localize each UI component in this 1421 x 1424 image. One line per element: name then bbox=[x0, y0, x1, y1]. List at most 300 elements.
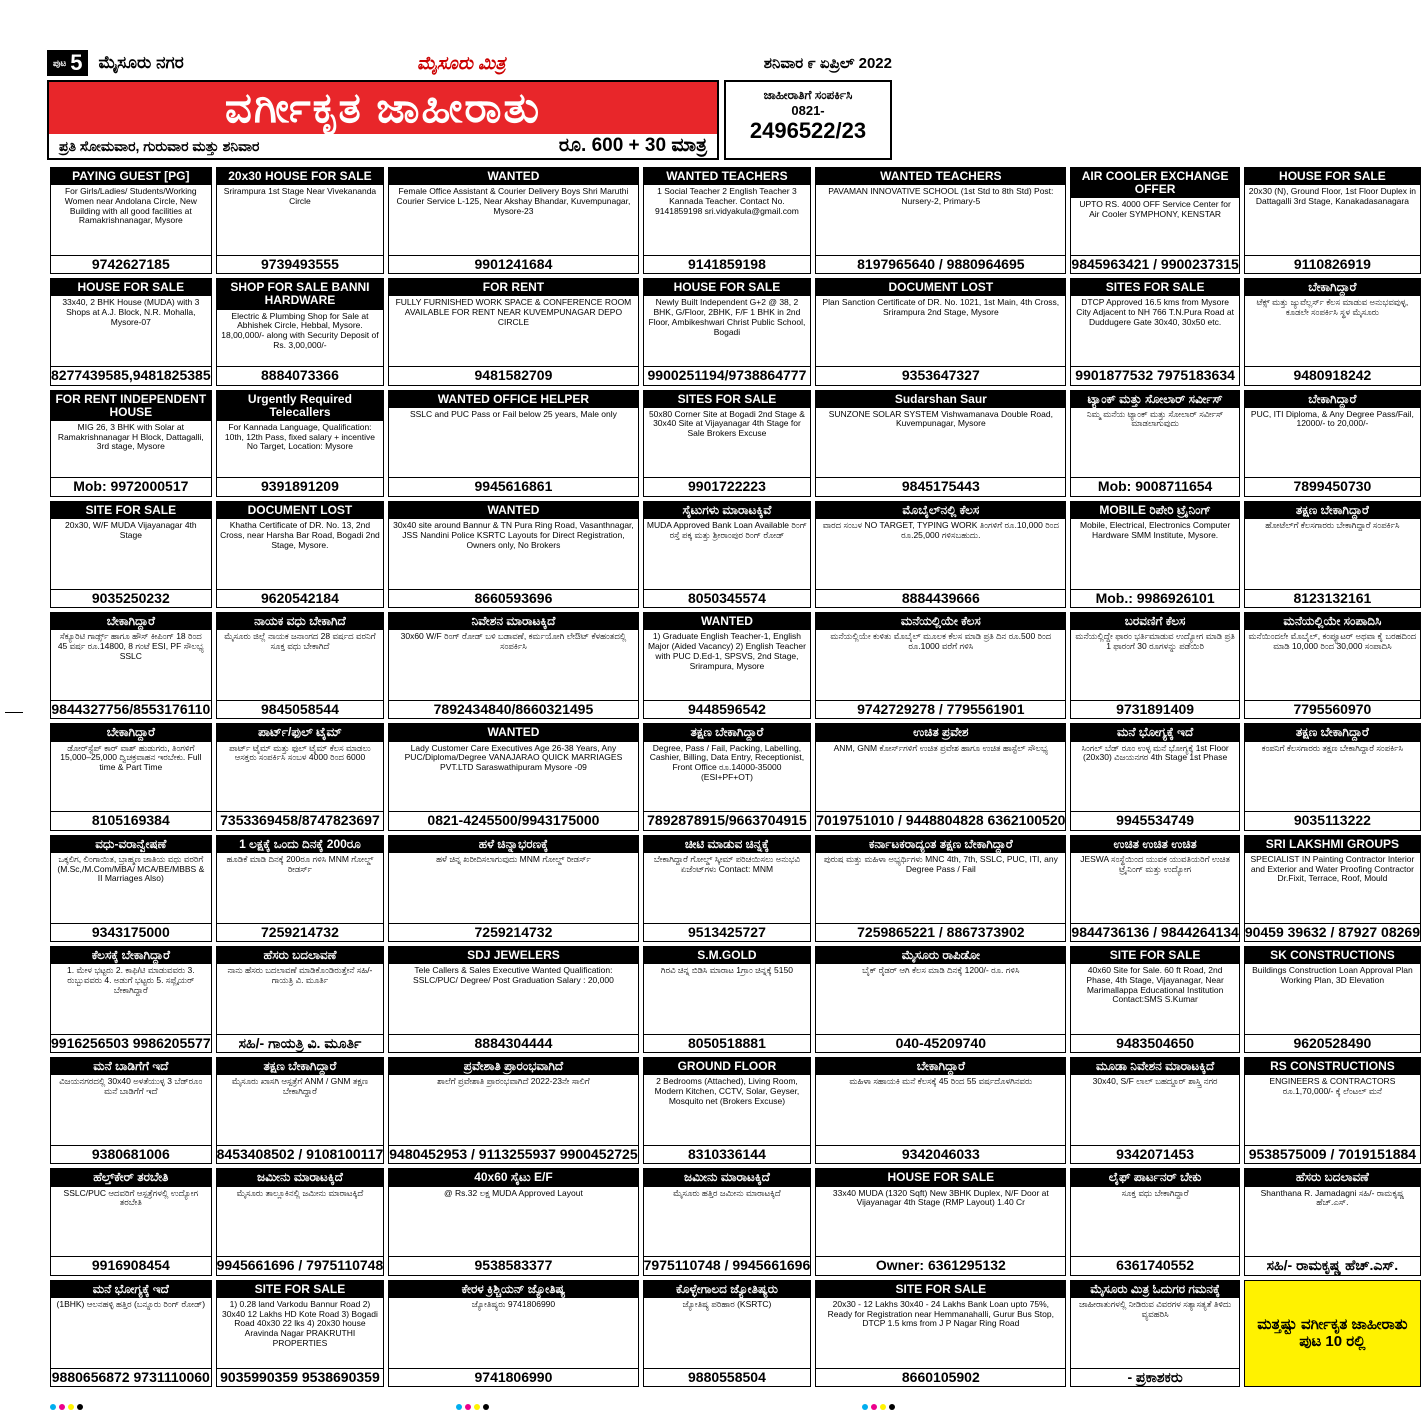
classified-ad bbox=[50, 501, 212, 608]
ad-phone: 9845963421 / 9900237315 bbox=[1071, 255, 1239, 272]
ad-body: ಹೋಟೆಲ್‌ಗೆ ಕೆಲಸಗಾರರು ಬೇಕಾಗಿದ್ದಾರೆ ಸಂಪರ್ಕಿಸಿ bbox=[1265, 520, 1400, 530]
classified-ad bbox=[643, 278, 812, 385]
ad-phone: 8310336144 bbox=[644, 1145, 811, 1163]
ad-heading: HOUSE FOR SALE bbox=[644, 279, 811, 296]
classified-ad bbox=[1070, 278, 1239, 385]
classified-ad bbox=[50, 167, 212, 274]
ad-heading: WANTED bbox=[389, 502, 637, 519]
ad-phone: 9901722223 bbox=[644, 477, 811, 495]
classified-ad bbox=[388, 1057, 638, 1164]
ad-phone: 9742627185 bbox=[51, 255, 211, 273]
classified-ad bbox=[50, 612, 212, 719]
ad-heading: 1 ಲಕ್ಷಕ್ಕೆ ಒಂದು ದಿನಕ್ಕೆ 200ರೂ bbox=[217, 836, 384, 853]
ad-heading: SITE FOR SALE bbox=[217, 1281, 384, 1298]
ad-body: 40x60 Site for Sale. 60 ft Road, 2nd Phase, 4th Stage, Vijayanagar, Near Marimallappa Educational Institution Contact:SMS S.Kumar bbox=[1086, 965, 1224, 1005]
classified-ad bbox=[50, 1168, 212, 1275]
ad-phone: ಸಹಿ/- ರಾಮಕೃಷ್ಣ ಹೆಚ್.ಎಸ್. bbox=[1245, 1256, 1420, 1274]
ad-heading: ಸೈಟುಗಳು ಮಾರಾಟಕ್ಕಿವೆ bbox=[644, 502, 811, 519]
classified-ad bbox=[216, 501, 385, 608]
ad-body: 2 Bedrooms (Attached), Living Room, Modern Kitchen, CCTV, Solar, Geyser, Mosquito net (Brokers Excuse) bbox=[654, 1076, 800, 1106]
ad-heading: ಉಚಿತ ಉಚಿತ ಉಚಿತ bbox=[1071, 836, 1238, 853]
ad-body: ನಾನು ಹೆಸರು ಬದಲಾವಣೆ ಮಾಡಿಕೊಂಡಿರುತ್ತೇನೆ ಸಹಿ/- ಗಾಯತ್ರಿ ವಿ. ಮೂರ್ತಿ bbox=[227, 965, 373, 985]
classified-ad bbox=[643, 501, 812, 608]
ad-heading: SITE FOR SALE bbox=[1071, 947, 1238, 964]
ad-phone: 8105169384 bbox=[51, 811, 211, 829]
ad-phone: 7899450730 bbox=[1245, 477, 1420, 495]
ad-phone: 9480452953 / 9113255937 9900452725 bbox=[389, 1146, 638, 1163]
classified-ad bbox=[643, 946, 812, 1053]
publication-days: ಪ್ರತಿ ಸೋಮವಾರ, ಗುರುವಾರ ಮತ್ತು ಶನಿವಾರ bbox=[59, 137, 260, 154]
contact-number: 2496522/23 bbox=[749, 118, 867, 143]
ad-heading: SHOP FOR SALE BANNI HARDWARE bbox=[217, 279, 384, 309]
ad-phone: 9845175443 bbox=[816, 477, 1065, 495]
ad-phone: 9731891409 bbox=[1071, 700, 1238, 718]
ad-phone: 9880558504 bbox=[644, 1368, 811, 1386]
classified-ad bbox=[50, 1057, 212, 1164]
ad-phone: 9741806990 bbox=[389, 1368, 637, 1386]
classified-ad bbox=[815, 1057, 1066, 1164]
classified-ad bbox=[388, 612, 638, 719]
ad-heading: SK CONSTRUCTIONS bbox=[1245, 947, 1420, 964]
classified-ad bbox=[388, 1280, 638, 1387]
classified-ad bbox=[50, 390, 212, 497]
ad-phone: 7975110748 / 9945661696 bbox=[643, 1257, 811, 1274]
ad-body: (1BHK) ಆಲನಹಳ್ಳಿ ಹತ್ತಿರ (ಬನ್ನೂರು ರಿಂಗ್ ರೋಡ್) bbox=[56, 1298, 206, 1309]
ad-heading: ಉಚಿತ ಪ್ರವೇಶ bbox=[816, 724, 1065, 741]
ad-phone: 9945661696 / 7975110748 bbox=[216, 1257, 384, 1274]
ad-body: ENGINEERS & CONTRACTORS ರೂ.1,70,000/- ಕ್ಕೆ ಲೆಂಟಲ್ ಮನೆ bbox=[1269, 1076, 1396, 1097]
ad-heading: WANTED bbox=[389, 168, 637, 185]
ad-body: Lady Customer Care Executives Age 26-38 Years, Any PUC/Diploma/Degree VANAJARAO QUICK MARRIAGES PVT.LTD Saraswathipuram Mysore -09 bbox=[404, 742, 623, 773]
ad-body: 1 Social Teacher 2 English Teacher 3 Kannada Teacher. Contact No. 9141859198 sri.vidyakula@gmail.com bbox=[655, 186, 799, 216]
ad-phone: 7259214732 bbox=[389, 923, 637, 941]
classified-ad bbox=[1070, 1168, 1239, 1275]
classified-ad bbox=[50, 278, 212, 385]
ad-heading: ತಕ್ಷಣ ಬೇಕಾಗಿದ್ದಾರೆ bbox=[1245, 502, 1420, 519]
ad-heading: WANTED bbox=[644, 613, 811, 630]
ad-body: Tele Callers & Sales Executive Wanted Qualification: SSLC/PUC/ Degree/ Post Graduation Salary : 20,000 bbox=[413, 965, 614, 985]
ad-body: ಜ್ಯೋತಿಷ್ಯರು 9741806990 bbox=[471, 1298, 556, 1309]
ad-heading: WANTED bbox=[389, 724, 637, 741]
ad-heading: ತಕ್ಷಣ ಬೇಕಾಗಿದ್ದಾರೆ bbox=[1245, 724, 1420, 741]
ad-phone: 8050518881 bbox=[644, 1034, 811, 1052]
ad-phone: 7353369458/8747823697 bbox=[217, 811, 384, 829]
classified-ad bbox=[216, 278, 385, 385]
ad-phone: 90459 39632 / 87927 08269 bbox=[1244, 923, 1420, 940]
ad-body: ಟೆಕ್ಸ್ ಮತ್ತು ಜ್ಯುವೆಲ್ಲರ್ಸ್ ಕೆಲಸ ಮಾಡುವ ಅನುಭವವುಳ್ಳ, ಕೂಡಲೇ ಸಂಪರ್ಕಿಸಿ ಸ್ಥಳ ಮೈಸೂರು bbox=[1256, 297, 1409, 318]
banner-title-bar bbox=[49, 82, 717, 134]
classified-ad bbox=[815, 723, 1066, 830]
ad-heading: ಪ್ರವೇಶಾತಿ ಪ್ರಾರಂಭವಾಗಿದೆ bbox=[389, 1058, 637, 1075]
ad-phone: 9901877532 7975183634 bbox=[1071, 366, 1238, 384]
ad-phone: 9844736136 / 9844264134 bbox=[1071, 923, 1239, 940]
ad-heading: ಬೇಕಾಗಿದ್ದಾರೆ bbox=[816, 1058, 1065, 1075]
ad-heading: ಕೆಲಸಕ್ಕೆ ಬೇಕಾಗಿದ್ದಾರೆ bbox=[51, 947, 211, 964]
newspaper-brand: ಮೈಸೂರು ಮಿತ್ರ bbox=[417, 52, 506, 73]
ad-phone: - ಪ್ರಕಾಶಕರು bbox=[1071, 1368, 1238, 1386]
ad-body: SSLC and PUC Pass or Fail below 25 years, Male only bbox=[409, 408, 617, 419]
ad-heading: SRI LAKSHMI GROUPS bbox=[1245, 836, 1420, 853]
ad-phone: Owner: 6361295132 bbox=[816, 1256, 1065, 1274]
ad-heading: FOR RENT bbox=[389, 279, 637, 296]
ad-body: ಜಾಹೀರಾತುಗಳಲ್ಲಿ ನೀಡಿರುವ ವಿವರಗಳ ಸತ್ಯಾಸತ್ಯತೆ ತಿಳಿದು ವ್ಯವಹರಿಸಿ bbox=[1079, 1298, 1232, 1319]
classified-ad bbox=[1070, 1057, 1239, 1164]
classified-ad bbox=[388, 278, 638, 385]
classified-ad bbox=[216, 946, 385, 1053]
ad-body: ಮತ್ತಷ್ಟು ವರ್ಗೀಕೃತ ಜಾಹೀರಾತು ಪುಟ 10 ರಲ್ಲಿ bbox=[1257, 1316, 1408, 1351]
ad-body: 1. ಮೇಳ ಭಟ್ಟರು 2. ಕಾಫಿ/ಟಿ ಮಾಡುವವರು 3. ರುಬ್ಬುವವರು 4. ಅಡುಗೆ ಭಟ್ಟರು 5. ಸಪ್ಲೈಯರ್ ಬೇಕಾಗಿದ್ದಾರೆ bbox=[67, 965, 195, 995]
ad-heading: ಲೈಫ್ ಪಾರ್ಟನರ್ ಬೇಕು bbox=[1071, 1169, 1238, 1186]
ad-heading: ಬೇಕಾಗಿದ್ದಾರೆ bbox=[51, 724, 211, 741]
ad-body: 1) 0.28 land Varkodu Bannur Road 2) 30x40 12 Lakhs HD Kote Road 3) Bogadi Road 40x30 22 lks 4) 20x30 house Aravinda Nagar PRAKRUTHI PROPERTIES bbox=[221, 1298, 378, 1348]
ad-phone: 8197965640 / 9880964695 bbox=[816, 255, 1065, 273]
ad-heading: DOCUMENT LOST bbox=[217, 502, 384, 519]
ad-phone: 9620528490 bbox=[1245, 1034, 1420, 1052]
banner-title: ವರ್ಗೀಕೃತ ಜಾಹೀರಾತು bbox=[224, 83, 542, 131]
classified-ad bbox=[216, 1168, 385, 1275]
contact-code: 0821- bbox=[791, 103, 825, 118]
ad-body: ಪಾರ್ಟ್ ಟೈಮ್ ಮತ್ತು ಫುಲ್ ಟೈಮ್ ಕೆಲಸ ಮಾಡಲು ಆಸಕ್ತರು ಸಂಪರ್ಕಿಸಿ ಸಂಬಳ 4000 ರಿಂದ 6000 bbox=[229, 742, 371, 763]
ad-heading: ಮೊಬೈಲ್‌ನಲ್ಲಿ ಕೆಲಸ bbox=[816, 502, 1065, 519]
ad-heading: HOUSE FOR SALE bbox=[1245, 168, 1420, 185]
classified-ad bbox=[1070, 946, 1239, 1053]
ad-heading: ಮನೆಯಲ್ಲಿಯೇ ಸಂಪಾದಿಸಿ bbox=[1245, 613, 1420, 630]
classified-ad bbox=[216, 723, 385, 830]
classified-ad bbox=[1244, 278, 1421, 385]
classified-ad bbox=[388, 835, 638, 942]
classified-ad bbox=[216, 612, 385, 719]
ad-body: ಶಾಲೆಗೆ ಪ್ರವೇಶಾತಿ ಪ್ರಾರಂಭವಾಗಿದೆ 2022-23ನೇ ಸಾಲಿಗೆ bbox=[437, 1076, 590, 1087]
ad-body: 1) Graduate English Teacher-1, English Major (Aided Vacancy) 2) English Teacher with PUC D.Ed-1, SPSVS, 2nd Stage, Srirampura, Mysore bbox=[647, 631, 806, 671]
ad-body: ಬೇಕಾಗಿದ್ದಾರೆ ಗೋಲ್ಡ್ ಸ್ಕೀಮ್ ಪರಿಚಯಿಸಲು ಅನುಭವಿ ಏಜೆಂಟ್‌ಗಳು Contact: MNM bbox=[653, 853, 801, 874]
ad-heading: ಹೆಸರು ಬದಲಾವಣೆ bbox=[1245, 1169, 1420, 1186]
ad-heading: SITES FOR SALE bbox=[1071, 279, 1238, 296]
ad-phone: 9513425727 bbox=[644, 923, 811, 941]
ad-body: ಮೈಸೂರು ಖಾಸಗಿ ಆಸ್ಪತ್ರೆಗೆ ANM / GNM ತಕ್ಷಣ ಬೇಕಾಗಿದ್ದಾರೆ bbox=[231, 1076, 368, 1097]
ad-phone: 9620542184 bbox=[217, 589, 384, 607]
page-label: ಪುಟ bbox=[53, 58, 67, 68]
classified-ad bbox=[815, 946, 1066, 1053]
ad-phone: 9342046033 bbox=[816, 1145, 1065, 1163]
ad-phone: Mob: 9008711654 bbox=[1071, 477, 1238, 495]
ad-phone: ಸಹಿ/- ಗಾಯತ್ರಿ ವಿ. ಮೂರ್ತಿ bbox=[217, 1034, 384, 1052]
page-header bbox=[47, 48, 892, 78]
ad-phone: 9342071453 bbox=[1071, 1145, 1238, 1163]
ad-heading: ಮೈಸೂರು ರಾಪಿಡೋ bbox=[816, 947, 1065, 964]
ad-heading: ಟ್ಯಾಂಕ್ ಮತ್ತು ಸೋಲಾರ್ ಸರ್ವೀಸ್ bbox=[1071, 391, 1238, 408]
classified-ad bbox=[1070, 835, 1239, 942]
ad-heading: HOUSE FOR SALE bbox=[51, 279, 211, 296]
classified-ad bbox=[815, 390, 1066, 497]
ad-phone: 8453408502 / 9108100117 bbox=[216, 1146, 384, 1163]
classified-ad bbox=[1244, 723, 1421, 830]
ad-heading: MOBILE ರಿಪೇರಿ ಟ್ರೈನಿಂಗ್ bbox=[1071, 502, 1238, 519]
classified-ad bbox=[643, 390, 812, 497]
ad-body: 30x40 site around Bannur & TN Pura Ring Road, Vasanthnagar, JSS Nandini Police KSRTC Layouts for Direct Registration, Owners only, No Brokers bbox=[393, 520, 634, 550]
ad-body: Khatha Certificate of DR. No. 13, 2nd Cross, near Harsha Bar Road, Bogadi 2nd Stage, Mysore. bbox=[220, 520, 380, 550]
classified-ad bbox=[643, 1057, 812, 1164]
classified-ad bbox=[643, 167, 812, 274]
ad-phone: 9035113222 bbox=[1245, 811, 1420, 829]
classified-ad bbox=[1244, 946, 1421, 1053]
ad-phone: 9845058544 bbox=[217, 700, 384, 718]
ad-body: ಮನೆಯಲ್ಲಿದ್ದೇ ಫಾರಂ ಭರ್ತಿಮಾಡುವ ಉದ್ಯೋಗ ಮಾಡಿ ಪ್ರತಿ 1 ಫಾರಂಗೆ 30 ರೂಗಳನ್ನು ಪಡೆಯಿರಿ bbox=[1075, 631, 1235, 652]
classified-ad bbox=[1244, 167, 1421, 274]
ad-heading: ಕರ್ನಾಟಕರಾದ್ಯಂತ ತಕ್ಷಣ ಬೇಕಾಗಿದ್ದಾರೆ bbox=[816, 836, 1065, 853]
ad-body: ಹೂಡಿಕೆ ಮಾಡಿ ದಿನಕ್ಕೆ 200ರೂ ಗಳಿಸಿ MNM ಗೋಲ್ಡ್ ರೀಡರ್ಸ್ bbox=[226, 853, 374, 874]
classified-ad bbox=[815, 1168, 1066, 1275]
ad-phone: 9353647327 bbox=[816, 366, 1065, 384]
ad-heading: ಮೂಡಾ ನಿವೇಶನ ಮಾರಾಟಕ್ಕಿದೆ bbox=[1071, 1058, 1238, 1075]
ad-body: ಕಂಪನಿಗೆ ಕೆಲಸಗಾರರು ತಕ್ಷಣ ಬೇಕಾಗಿದ್ದಾರೆ ಸಂಪರ್ಕಿಸಿ bbox=[1261, 742, 1404, 753]
ad-body: MIG 26, 3 BHK with Solar at Ramakrishnanagar H Block, Dattagalli, 3rd stage, Mysore bbox=[57, 421, 204, 452]
ad-body: ಜ್ಯೋತಿಷ್ಯ ಪರಿಹಾರ (KSRTC) bbox=[682, 1298, 772, 1309]
ad-body: Shanthana R. Jamadagni ಸಹಿ/- ರಾಮಕೃಷ್ಣ ಹೆಚ್.ಎಸ್. bbox=[1260, 1187, 1405, 1208]
ad-phone: 9481582709 bbox=[389, 366, 637, 384]
ad-heading: AIR COOLER EXCHANGE OFFER bbox=[1071, 168, 1238, 198]
ad-body: ಹಳೆ ಚಿನ್ನ ಖರೀದಿಸಲಾಗುವುದು MNM ಗೋಲ್ಡ್ ರೀಡರ್ಸ್ bbox=[436, 853, 591, 864]
classified-ad bbox=[643, 1168, 812, 1275]
ad-body: 33x40, 2 BHK House (MUDA) with 3 Shops at A.J. Block, N.R. Mohalla, Mysore-07 bbox=[62, 297, 200, 327]
ad-heading: ಬೇಕಾಗಿದ್ದಾರೆ bbox=[1245, 279, 1420, 296]
ad-heading: ಬರವಣಿಗೆ ಕೆಲಸ bbox=[1071, 613, 1238, 630]
ad-phone: 9901241684 bbox=[389, 255, 637, 273]
ad-heading: ನಾಯಕ ವಧು ಬೇಕಾಗಿದೆ bbox=[217, 613, 384, 630]
ad-phone: 9844327756/8553176110 bbox=[51, 700, 211, 717]
ad-body: ಸೂಕ್ತ ವಧು ಬೇಕಾಗಿದ್ದಾರೆ bbox=[1121, 1187, 1189, 1198]
ad-price: ರೂ. 600 + 30 ಮಾತ್ರ bbox=[558, 135, 707, 156]
classified-ad bbox=[388, 723, 638, 830]
ad-phone: 8660105902 bbox=[816, 1368, 1065, 1386]
ad-heading: FOR RENT INDEPENDENT HOUSE bbox=[51, 391, 211, 421]
ad-body: JESWA ಸಂಸ್ಥೆಯಿಂದ ಯುವಕ ಯುವತಿಯರಿಗೆ ಉಚಿತ ಟ್ರೈನಿಂಗ್ ಮತ್ತು ಉದ್ಯೋಗ bbox=[1080, 853, 1230, 874]
ad-phone: 9110826919 bbox=[1245, 255, 1420, 273]
ad-body: UPTO RS. 4000 OFF Service Center for Air Cooler SYMPHONY, KENSTAR bbox=[1079, 199, 1231, 220]
ad-body: For Kannada Language, Qualification: 10th, 12th Pass, fixed salary + incentive No Target, Location: Mysore bbox=[224, 421, 375, 452]
ad-phone: 9480918242 bbox=[1245, 366, 1420, 384]
classified-ad bbox=[815, 278, 1066, 385]
ad-heading: ಮೈಸೂರು ಮಿತ್ರ ಓದುಗರ ಗಮನಕ್ಕೆ bbox=[1071, 1281, 1238, 1298]
ad-heading: DOCUMENT LOST bbox=[816, 279, 1065, 296]
ad-body: For Girls/Ladies/ Students/Working Women near Andolana Circle, New Building with all good facilities at Ramakrishnanagar, Mysore bbox=[64, 186, 197, 226]
classified-ad bbox=[388, 946, 638, 1053]
ad-heading: ಮನೆ ಬಾಡಿಗೆಗೆ ಇದೆ bbox=[51, 1058, 211, 1075]
classified-ad bbox=[1244, 390, 1421, 497]
classified-ad bbox=[643, 835, 812, 942]
ad-phone: 9900251194/9738864777 bbox=[644, 366, 811, 384]
ad-heading: ಜಮೀನು ಮಾರಾಟಕ್ಕಿದೆ bbox=[644, 1169, 811, 1186]
classified-ad bbox=[1070, 167, 1239, 274]
ad-phone: 7259214732 bbox=[217, 923, 384, 941]
ad-phone: 8660593696 bbox=[389, 589, 637, 607]
classified-ad bbox=[388, 501, 638, 608]
ad-phone: 9945534749 bbox=[1071, 811, 1238, 829]
ad-phone: 7795560970 bbox=[1245, 700, 1420, 718]
classified-ad bbox=[1070, 501, 1239, 608]
ad-body: MUDA Approved Bank Loan Available ರಿಂಗ್ ರಸ್ತೆ ಪಕ್ಕ ಮತ್ತು ಶ್ರೀರಾಂಪುರ ರಿಂಗ್ ರೋಡ್ bbox=[646, 520, 807, 540]
ad-phone: 9916256503 9986205577 bbox=[51, 1034, 211, 1051]
ad-heading: HOUSE FOR SALE bbox=[816, 1169, 1065, 1186]
ad-body: ವಿಜಯನಗರದಲ್ಲಿ 30x40 ಅಳತೆಯುಳ್ಳ 3 ಬೆಡ್‌ರೂಂ ಮನೆ ಬಾಡಿಗೆಗೆ ಇದೆ bbox=[59, 1076, 203, 1097]
ad-phone: 9916908454 bbox=[51, 1256, 211, 1274]
classified-ad bbox=[216, 1057, 385, 1164]
ad-body: ವಾರದ ಸಂಬಳ NO TARGET, TYPING WORK ತಿಂಗಳಿಗೆ ರೂ.10,000 ರಿಂದ ರೂ.25,000 ಗಳಿಸಬಹುದು. bbox=[822, 520, 1059, 540]
contact-box bbox=[724, 80, 892, 160]
ad-body: FULLY FURNISHED WORK SPACE & CONFERENCE ROOM AVAILABLE FOR RENT NEAR KUVEMPUNAGAR DEPO CIRCLE bbox=[395, 297, 632, 327]
classified-ad bbox=[388, 167, 638, 274]
classified-ad bbox=[388, 390, 638, 497]
ad-body: ಮೈಸೂರು ತಾಲ್ಲೂಕಿನಲ್ಲಿ ಜಮೀನು ಮಾರಾಟಕ್ಕಿದೆ bbox=[236, 1187, 364, 1198]
ad-body: PUC, ITI Diploma, & Any Degree Pass/Fail, 12000/- to 20,000/- bbox=[1250, 408, 1414, 429]
ad-heading: ತಕ್ಷಣ ಬೇಕಾಗಿದ್ದಾರೆ bbox=[217, 1058, 384, 1075]
classified-ad bbox=[388, 1168, 638, 1275]
ad-body: ಮೈಸೂರು ಹತ್ತಿರ ಜಮೀನು ಮಾರಾಟಕ್ಕಿದೆ bbox=[673, 1187, 781, 1198]
ad-body: DTCP Approved 16.5 kms from Mysore City Adjacent to NH 766 T.N.Pura Road at Duddugere Gate 30x40, 30x50 etc. bbox=[1076, 297, 1234, 327]
ad-phone: 9538575009 / 7019151884 bbox=[1245, 1145, 1420, 1163]
ad-body: 30x60 W/F ರಿಂಗ್ ರೋಡ್ ಬಳಿ ಬಡಾವಣೆ, ಕರ್ಮಯೋಗಿ ಲೇಔಟ್ ಕೆಳಹಂತದಲ್ಲಿ ಸಂಪರ್ಕಿಸಿ bbox=[400, 631, 627, 652]
classified-ad bbox=[1244, 835, 1421, 942]
ad-phone: 7019751010 / 9448804828 6362100520 bbox=[816, 812, 1066, 829]
ad-body: 33x40 MUDA (1320 Sqft) New 3BHK Duplex, N/F Door at Vijayanagar 4th Stage (RMP Layout) 1.40 Cr bbox=[832, 1187, 1049, 1208]
classified-ad bbox=[50, 946, 212, 1053]
ad-heading: RS CONSTRUCTIONS bbox=[1245, 1058, 1420, 1075]
classified-ad bbox=[643, 1280, 812, 1387]
ad-body: @ Rs.32 ಲಕ್ಷ MUDA Approved Layout bbox=[444, 1187, 583, 1198]
ad-body: ಮನೆಯಿಂದಲೇ ಮೊಬೈಲ್, ಕಂಪ್ಯೂಟರ್ ಅಥವಾ ಕೈ ಬರಹದಿಂದ ಮಾಡಿ 10,000 ರಿಂದ 30,000 ಸಂಪಾದಿಸಿ bbox=[1248, 631, 1417, 652]
classified-ad bbox=[50, 835, 212, 942]
ad-phone: 0821-4245500/9943175000 bbox=[389, 811, 637, 829]
margin-mark bbox=[5, 712, 23, 713]
ad-phone: 8277439585,9481825385 bbox=[51, 367, 211, 384]
ad-body: 50x80 Corner Site at Bogadi 2nd Stage & 30x40 Site at Vijayanagar 4th Stage for Sale Brokers Excuse bbox=[648, 408, 805, 439]
ad-heading: GROUND FLOOR bbox=[644, 1058, 811, 1075]
ad-body: ಮನೆಯಲ್ಲಿಯೇ ಕುಳಿತು ಮೊಬೈಲ್ ಮೂಲಕ ಕೆಲಸ ಮಾಡಿ ಪ್ರತಿ ದಿನ ರೂ.500 ರಿಂದ ರೂ.1000 ವರೆಗೆ ಗಳಿಸಿ bbox=[830, 631, 1052, 652]
ad-heading: WANTED TEACHERS bbox=[644, 168, 811, 185]
classified-ad bbox=[815, 835, 1066, 942]
ad-body: ಸಿಂಗಲ್ ಬೆಡ್ ರೂಂ ಉಳ್ಳ ಮನೆ ಭೋಗ್ಯಕ್ಕೆ 1st Floor (20x30) ವಿಜಯನಗರ 4th Stage 1st Phase bbox=[1081, 742, 1229, 763]
classified-ad bbox=[643, 723, 812, 830]
ad-body: ಮೈಸೂರು ಜಿಲ್ಲೆ ನಾಯಕ ಜನಾಂಗದ 28 ವರ್ಷದ ವರನಿಗೆ ಸೂಕ್ತ ವಧು ಬೇಕಾಗಿದೆ bbox=[224, 631, 376, 652]
issue-date: ಶನಿವಾರ ೯ ಏಪ್ರಿಲ್ 2022 bbox=[763, 54, 892, 72]
ad-phone: 8123132161 bbox=[1245, 589, 1420, 607]
ad-body: SUNZONE SOLAR SYSTEM Vishwamanava Double Road, Kuvempunagar, Mysore bbox=[828, 408, 1053, 429]
ad-phone: Mob.: 9986926101 bbox=[1071, 589, 1238, 607]
ad-body: ಮಹಿಳಾ ಸಹಾಯಕಿ ಮನೆ ಕೆಲಸಕ್ಕೆ 45 ರಿಂದ 55 ವರ್ಷದೊಳಗಿನವರು bbox=[849, 1076, 1033, 1087]
ad-heading: ಹಳೆ ಚಿನ್ನಾಭರಣಕ್ಕೆ bbox=[389, 836, 637, 853]
city-section: ಮೈಸೂರು ನಗರ bbox=[98, 53, 184, 72]
classified-ad bbox=[1070, 612, 1239, 719]
ad-phone: 9739493555 bbox=[217, 255, 384, 273]
ad-phone: 9141859198 bbox=[644, 255, 811, 273]
ad-phone: 7892434840/8660321495 bbox=[389, 700, 637, 718]
ad-heading: ಹೆಸರು ಬದಲಾವಣೆ bbox=[217, 947, 384, 964]
ad-body: ಸೆಕ್ಯೂರಿಟಿ ಗಾರ್ಡ್ಸ್ ಹಾಗೂ ಹೌಸ್ ಕೀಪಿಂಗ್ 18 ರಿಂದ 45 ವರ್ಷ ರೂ.14800, 8 ಗಂಟೆ ESI, PF ಸೌಲಭ್ಯ SSLC bbox=[57, 631, 204, 661]
ad-body: Newly Built Independent G+2 @ 38, 2 BHK, G/Floor, 2BHK, F/F 1 BHK in 2nd Floor, Ambikeshwari Christ Public School, Bogadi bbox=[648, 297, 806, 337]
ad-phone: 6361740552 bbox=[1071, 1256, 1238, 1274]
classified-ad bbox=[1070, 390, 1239, 497]
classified-ad bbox=[50, 1280, 212, 1387]
page-number-box bbox=[47, 50, 88, 76]
ad-body: Female Office Assistant & Courier Delivery Boys Shri Maruthi Courier Service L-125, Near Akshay Bhandar, Kuvempunagar, Mysore-23 bbox=[396, 186, 631, 216]
ad-phone: Mob: 9972000517 bbox=[51, 477, 211, 495]
ad-heading: PAYING GUEST [PG] bbox=[51, 168, 211, 185]
ad-heading: ತಕ್ಷಣ ಬೇಕಾಗಿದ್ದಾರೆ bbox=[644, 724, 811, 741]
classified-ad bbox=[216, 167, 385, 274]
ad-body: Mobile, Electrical, Electronics Computer Hardware SMM Institute, Mysore. bbox=[1079, 520, 1231, 540]
classified-ad bbox=[1244, 1280, 1421, 1387]
ad-body: 20x30 (N), Ground Floor, 1st Floor Duplex in Dattagalli 3rd Stage, Kanakadasanagara bbox=[1248, 186, 1417, 206]
ad-heading: ಕೇರಳ ಕ್ರಿಶ್ಚಿಯನ್ ಜ್ಯೋತಿಷ್ಯ bbox=[389, 1281, 637, 1298]
ad-phone: 9945616861 bbox=[389, 477, 637, 495]
ad-phone: 9343175000 bbox=[51, 923, 211, 941]
ad-heading: WANTED OFFICE HELPER bbox=[389, 391, 637, 408]
ad-body: 30x40, S/F ಲಾಲ್ ಬಹದ್ದೂರ್ ಶಾಸ್ತ್ರಿ ನಗರ bbox=[1092, 1076, 1218, 1087]
ad-body: 20x30, W/F MUDA Vijayanagar 4th Stage bbox=[64, 520, 197, 540]
ad-body: ನಿಮ್ಮ ಮನೆಯ ಟ್ಯಾಂಕ್ ಮತ್ತು ಸೋಲಾರ್ ಸರ್ವೀಸ್ ಮಾಡಲಾಗುವುದು bbox=[1086, 408, 1224, 429]
ad-body: ಗಿರವಿ ಚಿನ್ನ ಬಿಡಿಸಿ ಮಾರಾಟ 1ಗ್ರಾಂ ಚಿನ್ನಕ್ಕೆ 5150 bbox=[660, 965, 793, 976]
ad-phone: 9742729278 / 7795561901 bbox=[816, 700, 1065, 718]
classified-ad bbox=[216, 835, 385, 942]
ad-heading: ಹೆಲ್ತ್‌ಕೇರ್ ತರಬೇತಿ bbox=[51, 1169, 211, 1186]
ad-body: Srirampura 1st Stage Near Vivekananda Circle bbox=[223, 186, 377, 206]
ad-phone: 9483504650 bbox=[1071, 1034, 1238, 1052]
classified-ad bbox=[643, 612, 812, 719]
ad-heading: ಕೊಳ್ಳೇಗಾಲದ ಜ್ಯೋತಿಷ್ಯರು bbox=[644, 1281, 811, 1298]
ad-body: PAVAMAN INNOVATIVE SCHOOL (1st Std to 8th Std) Post: Nursery-2, Primary-5 bbox=[828, 186, 1054, 206]
classified-ad bbox=[1244, 612, 1421, 719]
ad-body: ಬೈಕ್ ರೈಡರ್ ಆಗಿ ಕೆಲಸ ಮಾಡಿ ದಿನಕ್ಕೆ 1200/- ರೂ. ಗಳಿಸಿ bbox=[862, 965, 1020, 976]
ad-heading: Urgently Required Telecallers bbox=[217, 391, 384, 421]
ad-phone: 9538583377 bbox=[389, 1256, 637, 1274]
ad-body: SPECIALIST IN Painting Contractor Interior and Exterior and Water Proofing Contractor Dr.Fixit, Terrace, Roof, Mould bbox=[1250, 853, 1415, 884]
ad-body: Electric & Plumbing Shop for Sale at Abhishek Circle, Hebbal, Mysore. 18,00,000/- along with Security Deposit of Rs. 3,00,000/- bbox=[221, 310, 379, 350]
ad-heading: SITE FOR SALE bbox=[51, 502, 211, 519]
ad-heading: ಮನೆ ಭೋಗ್ಯಕ್ಕೆ ಇದೆ bbox=[1071, 724, 1238, 741]
ad-heading: 20x30 HOUSE FOR SALE bbox=[217, 168, 384, 185]
ad-heading: WANTED TEACHERS bbox=[816, 168, 1065, 185]
ad-heading: SITES FOR SALE bbox=[644, 391, 811, 408]
classified-ad bbox=[815, 167, 1066, 274]
classified-banner bbox=[47, 80, 719, 160]
ad-heading: SITE FOR SALE bbox=[816, 1281, 1065, 1298]
ad-body: Buildings Construction Loan Approval Plan Working Plan, 3D Elevation bbox=[1252, 965, 1413, 985]
ad-body: Plan Sanction Certificate of DR. No. 1021, 1st Main, 4th Cross, Srirampura 2nd Stage, Mysore bbox=[822, 297, 1060, 318]
ad-phone: 8884304444 bbox=[389, 1034, 637, 1052]
ad-body: 20x30 - 12 Lakhs 30x40 - 24 Lakhs Bank Loan upto 75%, Ready for Registration near Hemmanahalli, Gurur Bus Stop, DTCP 1.5 kms from J P Nagar Ring Road bbox=[827, 1298, 1054, 1329]
classified-ad bbox=[815, 1280, 1066, 1387]
classified-ad bbox=[815, 612, 1066, 719]
ad-body: Degree, Pass / Fail, Packing, Labelling, Cashier, Billing, Data Entry, Receptionist, Front Office ರೂ.14000-35000 (ESI+PF+OT) bbox=[649, 742, 805, 782]
ad-body: ಡೋರ್‌ಸ್ಟೆಪ್ ಕಾರ್ ವಾಶ್ ಹುಡುಗರು, ತಿಂಗಳಿಗೆ 15,000–25,000 ದ್ವಿಚಕ್ರವಾಹನ ಇರಬೇಕು. Full time & Part Time bbox=[60, 742, 202, 773]
ad-heading: Sudarshan Saur bbox=[816, 391, 1065, 408]
ad-body: ಒಕ್ಕಲಿಗ, ಲಿಂಗಾಯಿತ, ಬ್ರಾಹ್ಮಣ ಜಾತಿಯ ವಧು ವರರಿಗೆ (M.Sc,/M.Com/MBA/ MCA/BE/MBBS & II Marriages Also) bbox=[57, 853, 205, 884]
classified-ads-grid bbox=[50, 167, 1420, 1387]
ad-body: ANM, GNM ಕೋರ್ಸ್‌ಗಳಿಗೆ ಉಚಿತ ಪ್ರವೇಶ ಹಾಗೂ ಉಚಿತ ಹಾಸ್ಟೆಲ್ ಸೌಲಭ್ಯ bbox=[833, 742, 1049, 753]
ad-phone: 9880656872 9731110060 bbox=[51, 1368, 210, 1385]
ad-heading: ಮನೆಯಲ್ಲಿಯೇ ಕೆಲಸ bbox=[816, 613, 1065, 630]
classified-ad bbox=[1070, 723, 1239, 830]
classified-ad bbox=[50, 723, 212, 830]
ad-heading: S.M.GOLD bbox=[644, 947, 811, 964]
classified-ad bbox=[216, 390, 385, 497]
ad-heading: SDJ JEWELERS bbox=[389, 947, 637, 964]
classified-ad bbox=[1244, 1168, 1421, 1275]
ad-phone: 7259865221 / 8867373902 bbox=[816, 923, 1065, 941]
ad-phone: 9035990359 9538690359 bbox=[217, 1368, 384, 1386]
ad-heading: ವಧು-ವರಾನ್ವೇಷಣೆ bbox=[51, 836, 211, 853]
page-number: 5 bbox=[70, 50, 83, 75]
color-dots-left bbox=[50, 1404, 83, 1410]
